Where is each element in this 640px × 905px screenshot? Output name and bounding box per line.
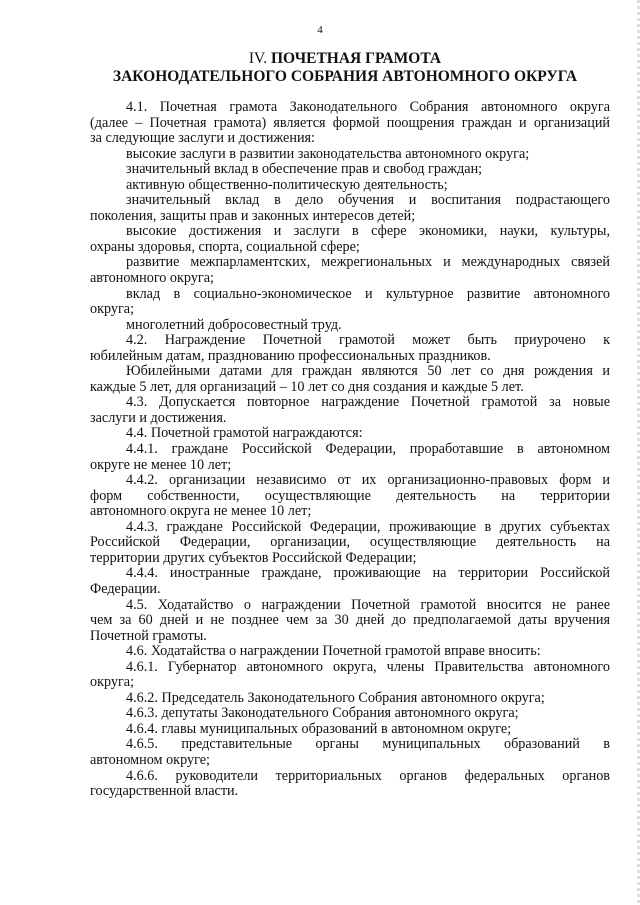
text-line: Юбилейными датами для граждан являются 50 лет со дня рождения и [126, 364, 610, 380]
text-line: 4.6.1. Губернатор автономного округа, члены Правительства автономного [126, 659, 610, 675]
text-line: округе не менее 10 лет; [90, 456, 232, 473]
heading-title-line-1: ПОЧЕТНАЯ ГРАМОТА [271, 50, 442, 67]
text-line: поколения, защиты прав и законных интересов детей; [90, 207, 416, 224]
text-line: форм собственности, осуществляющие деятельность на территории [90, 488, 610, 504]
text-line: 4.6. Ходатайства о награждении Почетной грамотой вправе вносить: [126, 643, 541, 660]
text-line: 4.1. Почетная грамота Законодательного Собрания автономного округа [126, 100, 610, 115]
text-line: 4.4. Почетной грамотой награждаются: [126, 425, 363, 442]
section-heading [80, 50, 610, 86]
text-line: значительный вклад в дело обучения и воспитания подрастающего [126, 193, 610, 209]
text-line: автономного округа не менее 10 лет; [90, 503, 312, 520]
text-line: развитие межпарламентских, межрегиональных и международных связей [126, 255, 610, 271]
text-line: округа; [90, 674, 135, 691]
text-line: 4.6.5. представительные органы муниципальных образований в [126, 737, 610, 753]
text-line: 4.6.4. главы муниципальных образований в автономном округе; [126, 720, 512, 737]
text-line: автономном округе; [90, 751, 210, 768]
text-line: 4.5. Ходатайство о награждении Почетной грамотой вносится не ранее [126, 597, 610, 613]
text-line: территории других субъектов Российской Федерации; [90, 549, 417, 566]
text-line: государственной власти. [90, 783, 239, 800]
text-line: 4.4.2. организации независимо от их организационно-правовых форм и [126, 473, 610, 489]
text-line: 4.6.3. депутаты Законодательного Собрания автономного округа; [126, 705, 519, 722]
text-line: юбилейным датам, празднованию профессиональных праздников. [90, 347, 491, 364]
text-line: заслуги и достижения. [90, 409, 227, 426]
text-line: автономного округа; [90, 270, 214, 287]
text-line: вклад в социально-экономическое и культурное развитие автономного [126, 286, 610, 302]
text-line: активную общественно-политическую деятельность; [126, 176, 448, 193]
text-line: 4.4.4. иностранные граждане, проживающие на территории Российской [126, 566, 610, 582]
text-line: охраны здоровья, спорта, социальной сфере; [90, 238, 360, 255]
text-line: Почетной грамоты. [90, 627, 207, 644]
text-line: округа; [90, 301, 135, 318]
text-line: 4.4.3. граждане Российской Федерации, проживающие в других субъектах [126, 519, 610, 535]
page-number: 4 [317, 24, 323, 36]
text-line: 4.6.2. Председатель Законодательного Собрания автономного округа; [126, 689, 545, 706]
text-line: (далее – Почетная грамота) является формой поощрения граждан и организаций [90, 115, 610, 131]
text-line: значительный вклад в обеспечение прав и свобод граждан; [126, 161, 483, 178]
heading-title-line-2: ЗАКОНОДАТЕЛЬНОГО СОБРАНИЯ АВТОНОМНОГО ОКРУГА [112, 68, 578, 85]
text-line: каждые 5 лет, для организаций – 10 лет со дня создания и каждые 5 лет. [90, 378, 524, 395]
text-line: многолетний добросовестный труд. [126, 316, 342, 333]
section-number: IV. [248, 50, 268, 67]
heading-line-1 [80, 50, 610, 68]
document-body [90, 100, 610, 800]
text-line: Федерации. [90, 580, 161, 597]
text-line: 4.6.6. руководители территориальных органов федеральных органов [126, 768, 610, 784]
text-line: высокие достижения и заслуги в сфере экономики, науки, культуры, [126, 224, 610, 240]
text-line: высокие заслуги в развитии законодательства автономного округа; [126, 145, 530, 162]
text-line: 4.3. Допускается повторное награждение Почетной грамотой за новые [126, 395, 610, 411]
text-line: 4.4.1. граждане Российской Федерации, проработавшие в автономном [126, 442, 610, 458]
text-line: за следующие заслуги и достижения: [90, 130, 315, 147]
text-line: чем за 60 дней и не позднее чем за 30 дней до предполагаемой даты вручения [90, 613, 610, 629]
text-line: 4.2. Награждение Почетной грамотой может быть приурочено к [126, 333, 610, 349]
text-line: Российской Федерации, организации, осуществляющие деятельность на [90, 535, 610, 551]
